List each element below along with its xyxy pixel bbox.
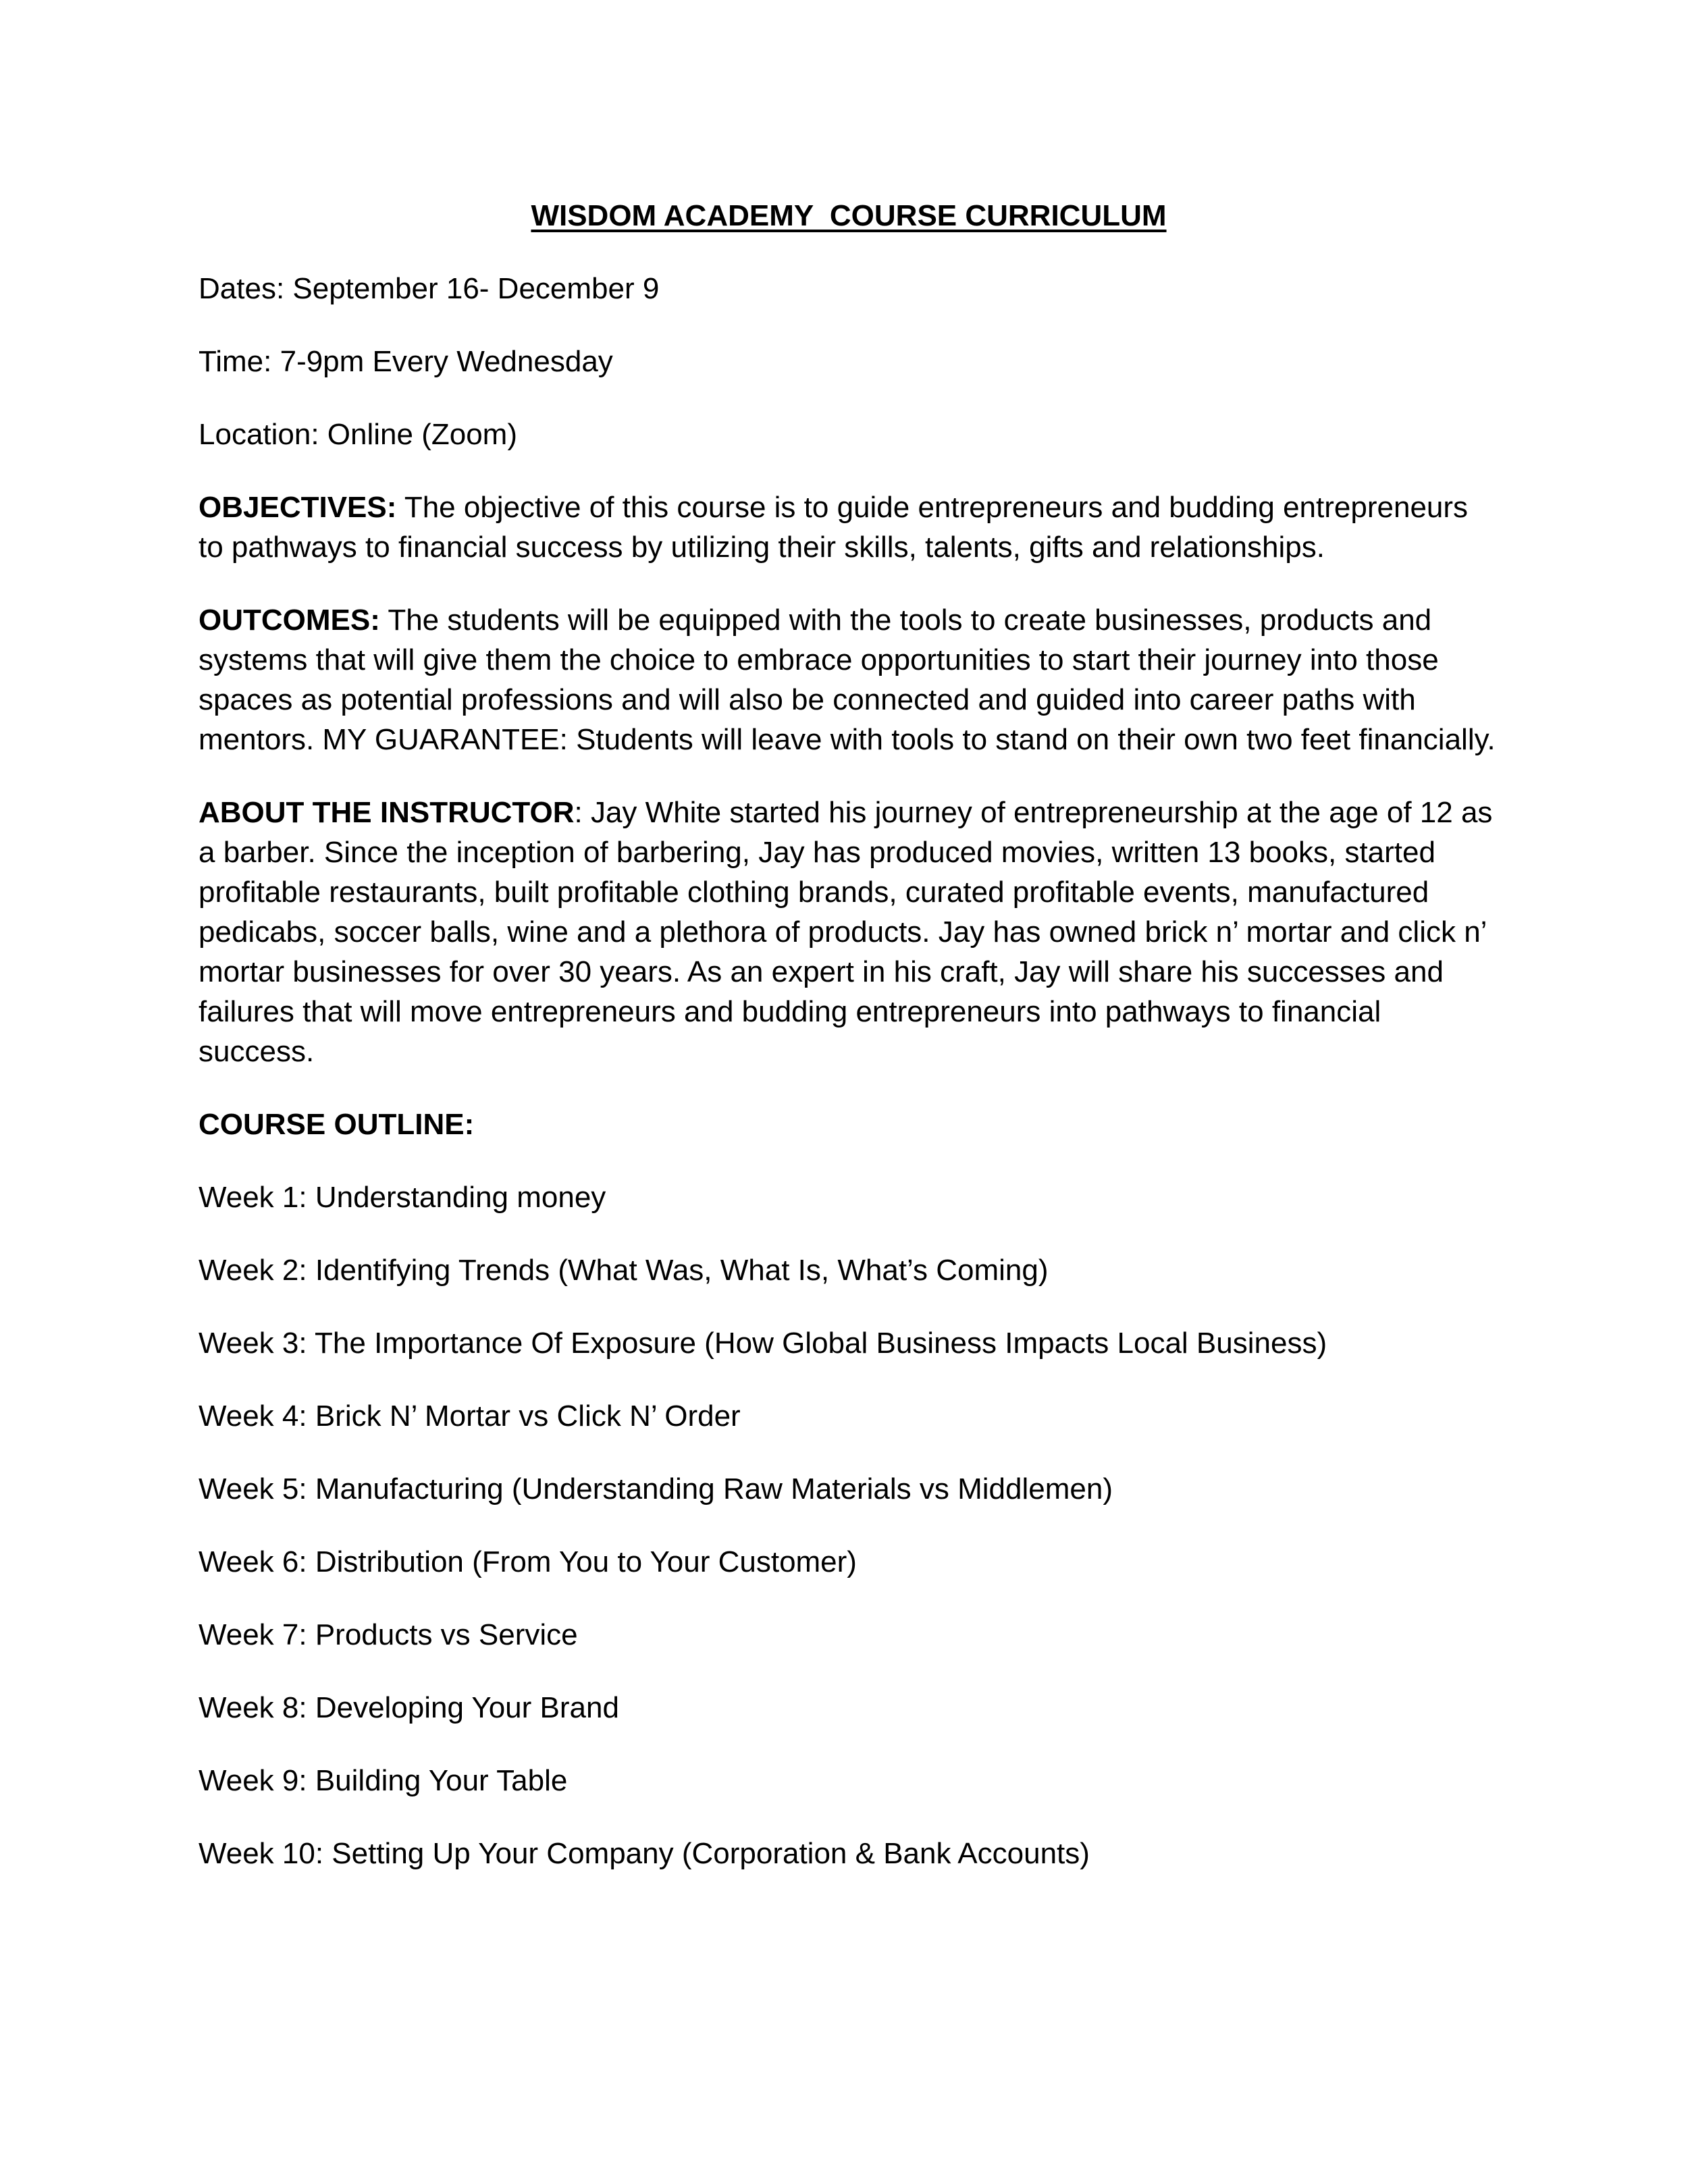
objectives-label: OBJECTIVES: (199, 491, 397, 524)
instructor-label: ABOUT THE INSTRUCTOR (199, 796, 575, 829)
instructor-paragraph (199, 793, 1499, 1071)
week-item: Week 7: Products vs Service (199, 1618, 578, 1651)
week-item: Week 2: Identifying Trends (What Was, What Is, What’s Coming) (199, 1254, 1049, 1287)
week-item: Week 1: Understanding money (199, 1181, 606, 1214)
week-item: Week 9: Building Your Table (199, 1764, 568, 1797)
week-list (199, 1177, 1499, 1873)
week-item: Week 4: Brick N’ Mortar vs Click N’ Order (199, 1400, 741, 1433)
dates-line: Dates: September 16- December 9 (199, 272, 660, 305)
objectives-text: The objective of this course is to guide entrepreneurs and budding entrepreneurs to pathways to financial success by utilizing their skills, talents, gifts and relationships. (199, 491, 1469, 564)
course-outline-heading: COURSE OUTLINE: (199, 1108, 475, 1141)
location-line: Location: Online (Zoom) (199, 418, 517, 451)
document-title: WISDOM ACADEMY COURSE CURRICULUM (531, 199, 1167, 232)
document-body (199, 196, 1499, 1907)
outcomes-label: OUTCOMES: (199, 604, 380, 637)
outcomes-paragraph (199, 600, 1499, 760)
week-item: Week 6: Distribution (From You to Your Customer) (199, 1545, 857, 1578)
week-item: Week 5: Manufacturing (Understanding Raw Materials vs Middlemen) (199, 1472, 1113, 1506)
outcomes-text: The students will be equipped with the tools to create businesses, products and systems that will give them the choice to embrace opportunities to start their journey into those spaces as potential professions and will also be connected and guided into career paths with mentors. MY GUARANTEE: Students will leave with tools to stand on their own two feet financially. (199, 604, 1496, 756)
week-item: Week 8: Developing Your Brand (199, 1691, 619, 1724)
week-item: Week 10: Setting Up Your Company (Corporation & Bank Accounts) (199, 1837, 1090, 1870)
time-line: Time: 7-9pm Every Wednesday (199, 345, 613, 378)
objectives-paragraph (199, 487, 1499, 567)
instructor-text: : Jay White started his journey of entrepreneurship at the age of 12 as a barber. Since the inception of barbering, Jay has produced movies, written 13 books, started profitable restaurants, built profitable clothing brands, curated profitable events, manufactured pedicabs, soccer balls, wine and a plethora of products. Jay has owned brick n’ mortar and click n’ mortar businesses for over 30 years. As an expert in his craft, Jay will share his successes and failures that will move entrepreneurs and budding entrepreneurs into pathways to financial success. (199, 796, 1493, 1068)
week-item: Week 3: The Importance Of Exposure (How Global Business Impacts Local Business) (199, 1327, 1327, 1360)
